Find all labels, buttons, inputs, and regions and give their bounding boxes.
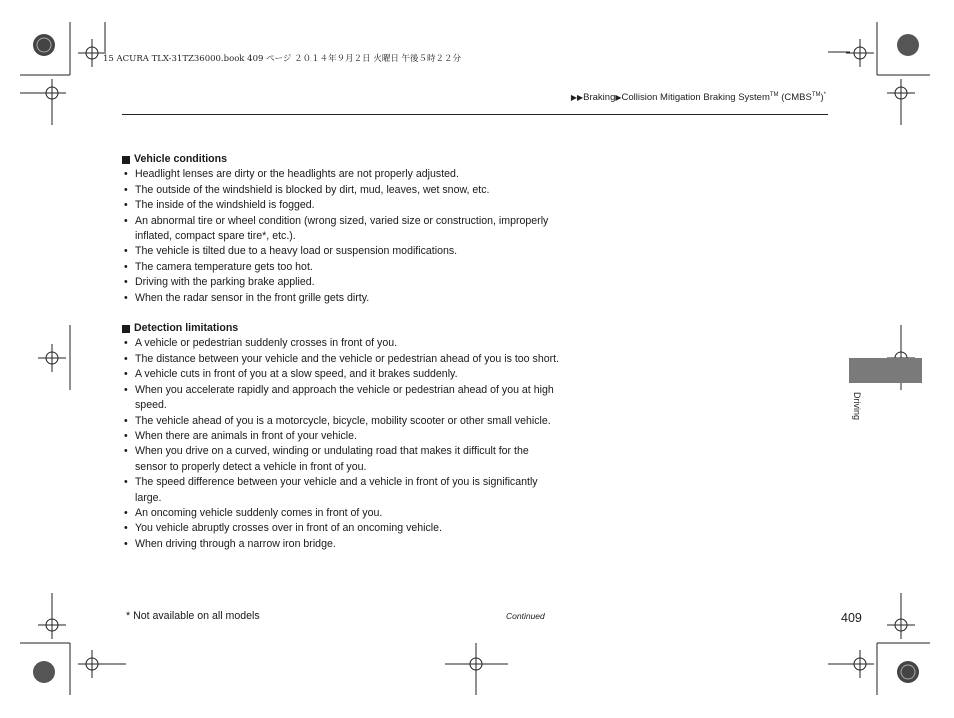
section-vehicle-conditions [122,152,562,306]
list-item: • The inside of the windshield is fogged. [122,198,562,213]
breadcrumb-separator: ▶ [615,93,622,103]
list-item: • The outside of the windshield is blocked by dirt, mud, leaves, wet snow, etc. [122,183,562,198]
limitation-list [122,336,562,552]
breadcrumb [571,92,826,103]
breadcrumb-item-cmbs[interactable]: Collision Mitigation Braking System™ (CMBS™)* [621,92,826,104]
section-heading: Detection limitations [122,321,562,336]
file-header: 15 ACURA TLX-31TZ36000.book 409 ページ ２０１４年９月２日 火曜日 午後５時２２分 [103,54,462,64]
list-item: • The vehicle ahead of you is a motorcycle, bicycle, mobility scooter or other small vehicle. [122,414,562,429]
main-content [122,152,562,552]
list-item: • A vehicle cuts in front of you at a slow speed, and it brakes suddenly. [122,367,562,382]
list-item: • Headlight lenses are dirty or the headlights are not properly adjusted. [122,167,562,182]
chapter-label[interactable]: Driving [852,392,862,421]
list-item: • The camera temperature gets too hot. [122,260,562,275]
list-item: • When driving through a narrow iron bridge. [122,537,562,552]
condition-list [122,167,562,306]
list-item: • When there are animals in front of your vehicle. [122,429,562,444]
square-bullet-icon [122,156,130,164]
list-item: • The distance between your vehicle and the vehicle or pedestrian ahead of you is too short. [122,352,562,367]
list-item: • When you drive on a curved, winding or undulating road that makes it difficult for the sensor to properly detect a vehicle in front of you. [122,444,562,475]
header-rule [122,114,828,115]
section-heading: Vehicle conditions [122,152,562,167]
list-item: • A vehicle or pedestrian suddenly crosses in front of you. [122,336,562,351]
list-item: • When you accelerate rapidly and approach the vehicle or pedestrian ahead of you at high speed. [122,383,562,414]
list-item: • An oncoming vehicle suddenly comes in front of you. [122,506,562,521]
breadcrumb-item-braking[interactable]: Braking [583,92,616,104]
section-detection-limitations [122,321,562,552]
list-item: • An abnormal tire or wheel condition (wrong sized, varied size or construction, improperly inflated, compact spare tire*, etc.). [122,214,562,245]
list-item: • Driving with the parking brake applied. [122,275,562,290]
square-bullet-icon [122,325,130,333]
list-item: • You vehicle abruptly crosses over in front of an oncoming vehicle. [122,521,562,536]
list-item: • When the radar sensor in the front grille gets dirty. [122,291,562,306]
chapter-tab[interactable] [849,358,922,383]
footnote: * Not available on all models [126,610,260,622]
page-number: 409 [841,611,862,625]
list-item: • The speed difference between your vehicle and a vehicle in front of you is significantly large. [122,475,562,506]
continued-label: Continued [506,611,545,621]
breadcrumb-arrows: ▶▶ [570,93,584,103]
list-item: • The vehicle is tilted due to a heavy load or suspension modifications. [122,244,562,259]
